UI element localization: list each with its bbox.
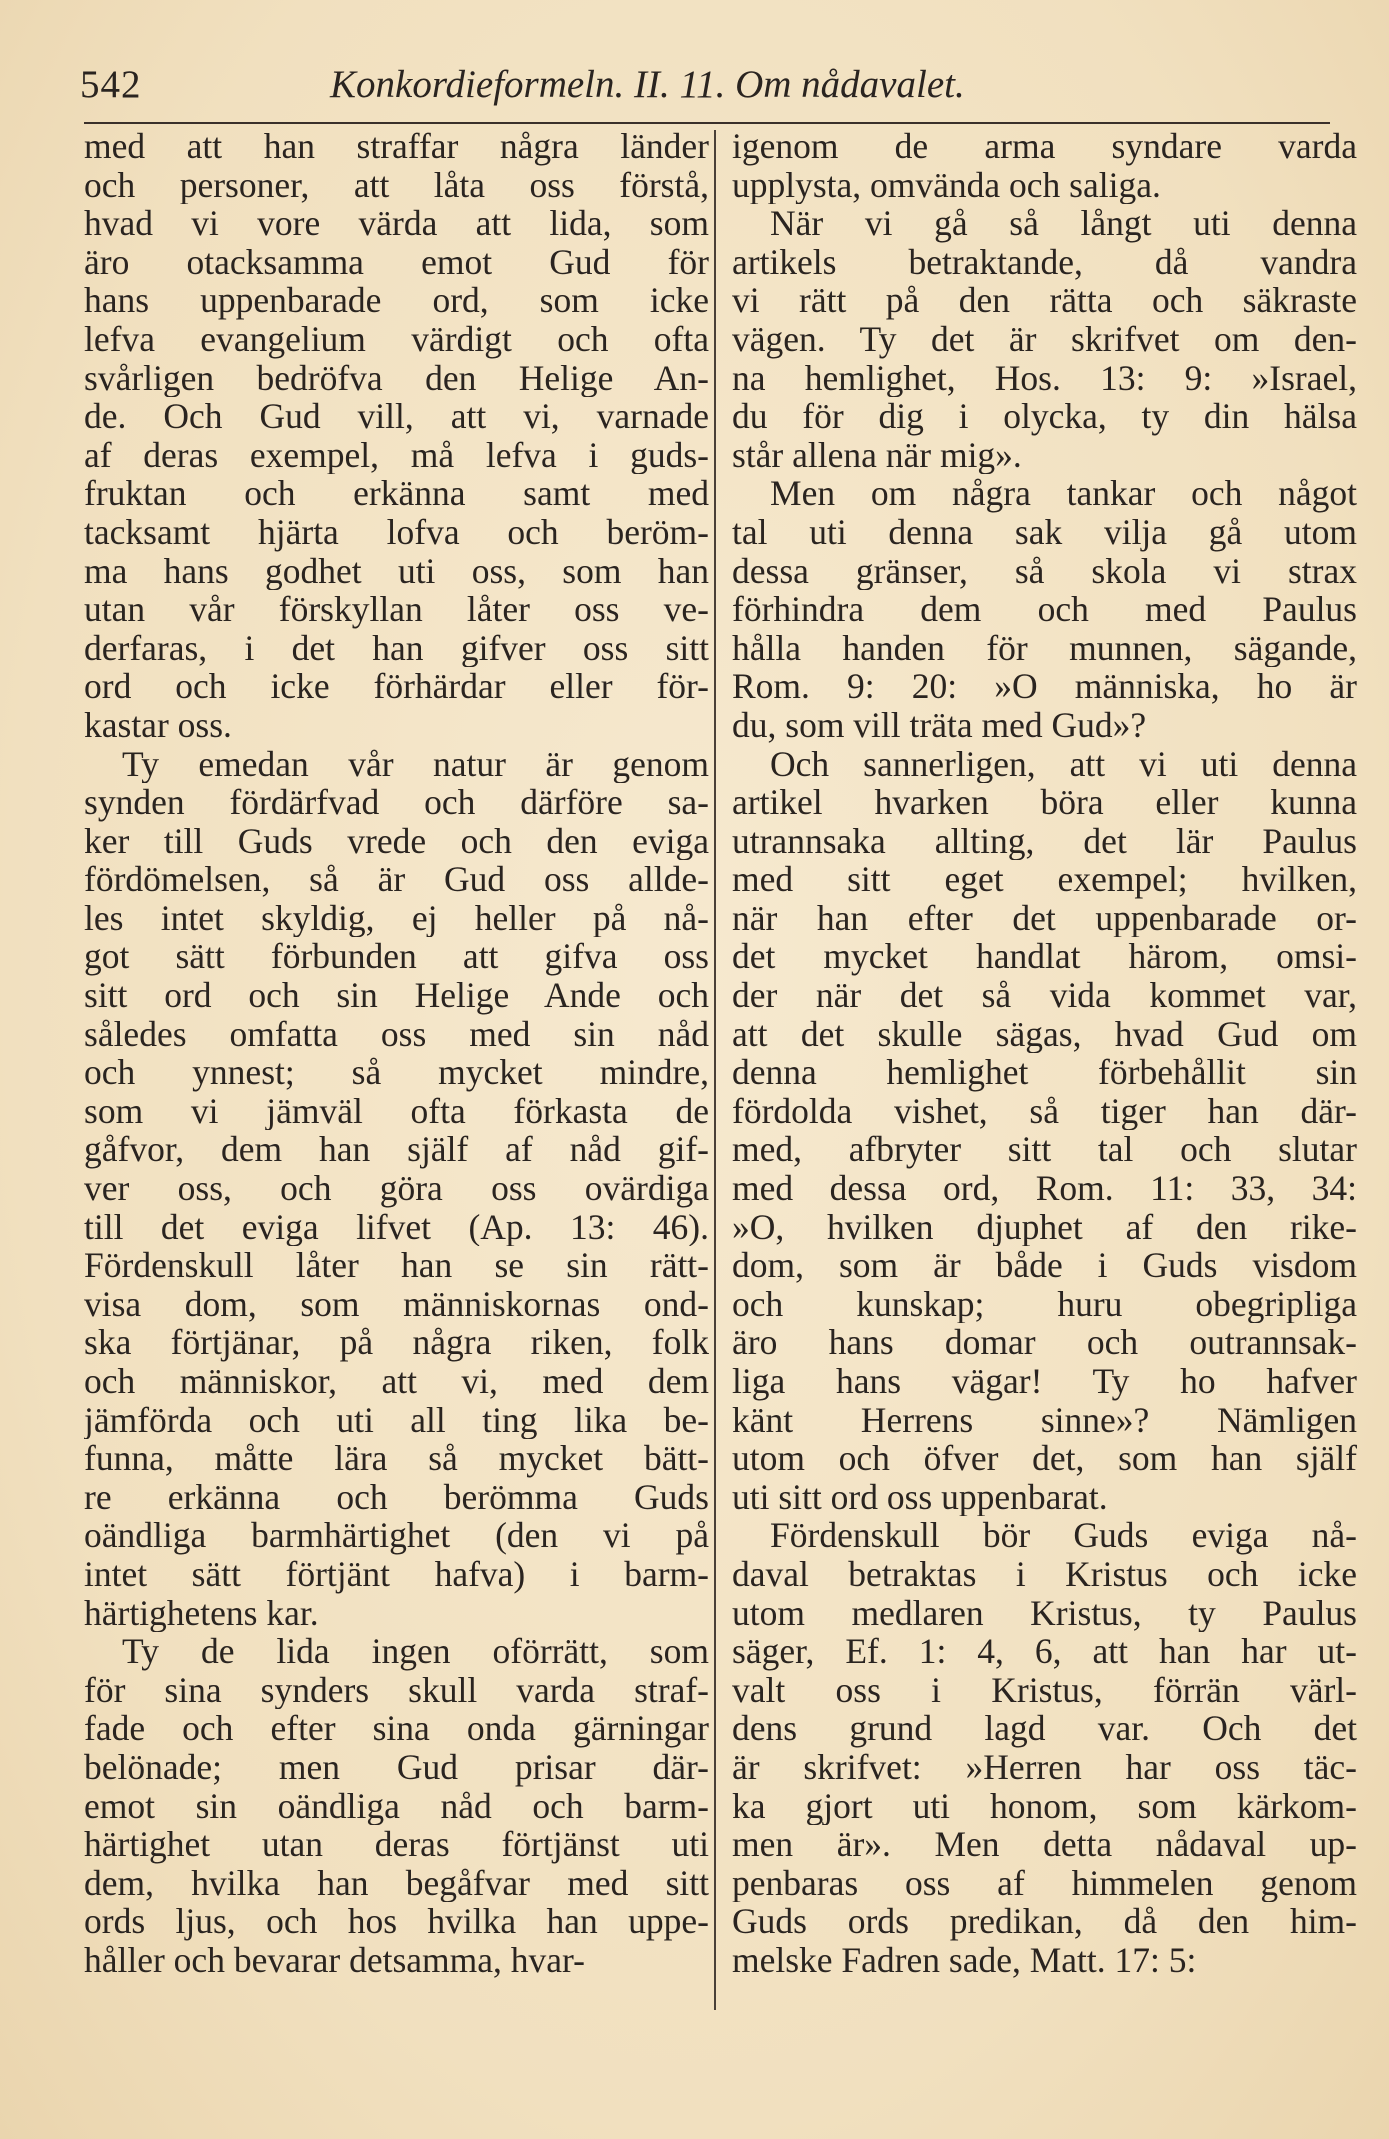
text-line: visa dom, som människornas ond- (84, 1284, 709, 1324)
text-line: Och sannerligen, att vi uti denna (770, 744, 1357, 784)
text-line: När vi gå så långt uti denna (770, 204, 1357, 243)
text-line: fördömelsen, så är Gud oss allde- (84, 860, 709, 899)
paragraph (84, 127, 709, 745)
paragraph (84, 1632, 709, 1979)
text-line: och kunskap; huru obegripliga (732, 1284, 1357, 1324)
text-line: artikels betraktande, då vandra (732, 242, 1357, 282)
paragraph (732, 204, 1357, 474)
text-line: igenom de arma syndare varda (732, 127, 1357, 166)
text-line: emot sin oändliga nåd och barm- (84, 1786, 709, 1826)
running-header (80, 62, 1330, 122)
text-line: got sätt förbunden att gifva oss (84, 937, 709, 977)
paragraph (732, 474, 1357, 744)
text-line: dem, hvilka han begåfvar med sitt (84, 1863, 709, 1903)
text-line: förhindra dem och med Paulus (732, 590, 1357, 629)
text-line: Fördenskull bör Guds eviga nå- (770, 1516, 1357, 1555)
text-line: men är». Men detta nådaval up- (732, 1825, 1357, 1864)
text-line: ker till Guds vrede och den eviga (84, 821, 709, 861)
text-line: af deras exempel, må lefva i guds- (84, 435, 709, 475)
text-line: och människor, att vi, med dem (84, 1362, 709, 1401)
text-line: tacksamt hjärta lofva och beröm- (84, 512, 709, 552)
text-line: ver oss, och göra oss ovärdiga (84, 1169, 709, 1208)
text-line: gåfvor, dem han själf af nåd gif- (84, 1130, 709, 1170)
text-line: na hemlighet, Hos. 13: 9: »Israel, (732, 358, 1357, 398)
text-line: utan vår förskyllan låter oss ve- (84, 590, 709, 629)
text-line: för sina synders skull varda straf- (84, 1670, 709, 1710)
text-line: Men om några tankar och något (770, 474, 1357, 513)
text-line: att det skulle sägas, hvad Gud om (732, 1014, 1357, 1054)
text-line: »O, hvilken djuphet af den rike- (732, 1207, 1357, 1247)
text-line: fade och efter sina onda gärningar (84, 1709, 709, 1748)
left-column (84, 127, 709, 1980)
paragraph (84, 745, 709, 1633)
text-line: denna hemlighet förbehållit sin (732, 1053, 1357, 1092)
paragraph (732, 127, 1357, 204)
text-line: jämförda och uti all ting lika be- (84, 1400, 709, 1440)
text-line: du för dig i olycka, ty din hälsa (732, 397, 1357, 436)
text-line: känt Herrens sinne»? Nämligen (732, 1400, 1357, 1440)
column-divider (714, 130, 716, 2010)
text-line: sitt ord och sin Helige Ande och (84, 976, 709, 1015)
text-line: när han efter det uppenbarade or- (732, 898, 1357, 938)
text-line: dessa gränser, så skola vi strax (732, 551, 1357, 591)
text-line: kastar oss. (84, 705, 232, 745)
text-line: melske Fadren sade, Matt. 17: 5: (732, 1940, 1197, 1980)
text-line: liga hans vägar! Ty ho hafver (732, 1362, 1357, 1401)
text-line: med att han straffar några länder (84, 127, 709, 166)
text-line: och ynnest; så mycket mindre, (84, 1053, 709, 1092)
right-column (732, 127, 1357, 1980)
text-line: derfaras, i det han gifver oss sitt (84, 628, 709, 668)
text-line: hvad vi vore värda att lida, som (84, 204, 709, 243)
text-line: som vi jämväl ofta förkasta de (84, 1091, 709, 1131)
text-line: med dessa ord, Rom. 11: 33, 34: (732, 1169, 1357, 1208)
text-line: hans uppenbarade ord, som icke (84, 281, 709, 320)
text-line: Ty emedan vår natur är genom (122, 744, 709, 784)
text-line: ska förtjänar, på några riken, folk (84, 1323, 709, 1362)
text-line: upplysta, omvända och saliga. (732, 165, 1161, 205)
page-number: 542 (80, 63, 142, 106)
text-line: ka gjort uti honom, som kärkom- (732, 1786, 1357, 1826)
text-line: ord och icke förhärdar eller för- (84, 667, 709, 706)
text-line: till det eviga lifvet (Ap. 13: 46). (84, 1207, 709, 1247)
text-line: fruktan och erkänna samt med (84, 474, 709, 513)
text-line: vi rätt på den rätta och säkraste (732, 281, 1357, 320)
text-line: fördolda vishet, så tiger han där- (732, 1091, 1357, 1131)
running-title: Konkordieformeln. II. 11. Om nådavalet. (330, 63, 965, 106)
text-line: Guds ords predikan, då den him- (732, 1902, 1357, 1941)
text-line: tal uti denna sak vilja gå utom (732, 512, 1357, 552)
text-line: utom medlaren Kristus, ty Paulus (732, 1593, 1357, 1633)
text-line: uti sitt ord oss uppenbarat. (732, 1477, 1108, 1517)
text-line: och personer, att låta oss förstå, (84, 165, 709, 205)
text-line: lefva evangelium värdigt och ofta (84, 319, 709, 359)
text-line: Rom. 9: 20: »O människa, ho är (732, 667, 1357, 706)
text-line: der när det så vida kommet var, (732, 976, 1357, 1015)
text-line: säger, Ef. 1: 4, 6, att han har ut- (732, 1632, 1357, 1671)
text-line: står allena när mig». (732, 435, 1022, 475)
text-line: les intet skyldig, ej heller på nå- (84, 898, 709, 938)
text-line: daval betraktas i Kristus och icke (732, 1554, 1357, 1594)
text-line: oändliga barmhärtighet (den vi på (84, 1516, 709, 1555)
text-line: med sitt eget exempel; hvilken, (732, 860, 1357, 899)
text-line: är skrifvet: »Herren har oss täc- (732, 1747, 1357, 1787)
text-line: funna, måtte lära så mycket bätt- (84, 1439, 709, 1478)
text-line: ma hans godhet uti oss, som han (84, 551, 709, 591)
text-line: utom och öfver det, som han själf (732, 1439, 1357, 1478)
text-line: således omfatta oss med sin nåd (84, 1014, 709, 1054)
text-line: de. Och Gud vill, att vi, varnade (84, 397, 709, 436)
text-line: håller och bevarar detsamma, hvar- (84, 1940, 585, 1980)
text-line: utrannsaka allting, det lär Paulus (732, 821, 1357, 861)
paragraph (732, 745, 1357, 1517)
text-line: penbaras oss af himmelen genom (732, 1863, 1357, 1903)
text-line: synden fördärfvad och därföre sa- (84, 783, 709, 822)
header-rule (84, 122, 1330, 124)
text-line: äro otacksamma emot Gud för (84, 242, 709, 282)
text-line: ords ljus, och hos hvilka han uppe- (84, 1902, 709, 1941)
paragraph (732, 1516, 1357, 1979)
text-line: äro hans domar och outrannsak- (732, 1323, 1357, 1362)
text-line: valt oss i Kristus, förrän värl- (732, 1670, 1357, 1710)
text-line: härtighet utan deras förtjänst uti (84, 1825, 709, 1864)
text-line: dens grund lagd var. Och det (732, 1709, 1357, 1748)
text-line: svårligen bedröfva den Helige An- (84, 358, 709, 398)
text-line: Ty de lida ingen oförrätt, som (122, 1632, 709, 1671)
text-line: artikel hvarken böra eller kunna (732, 783, 1357, 822)
text-line: vägen. Ty det är skrifvet om den- (732, 319, 1357, 359)
text-line: du, som vill träta med Gud»? (732, 705, 1147, 745)
text-line: re erkänna och berömma Guds (84, 1477, 709, 1517)
text-line: det mycket handlat härom, omsi- (732, 937, 1357, 977)
text-line: intet sätt förtjänt hafva) i barm- (84, 1554, 709, 1594)
text-line: belönade; men Gud prisar där- (84, 1747, 709, 1787)
text-line: dom, som är både i Guds visdom (732, 1246, 1357, 1285)
text-line: Fördenskull låter han se sin rätt- (84, 1246, 709, 1285)
text-line: hålla handen för munnen, sägande, (732, 628, 1357, 668)
text-line: med, afbryter sitt tal och slutar (732, 1130, 1357, 1170)
text-line: härtighetens kar. (84, 1593, 319, 1633)
